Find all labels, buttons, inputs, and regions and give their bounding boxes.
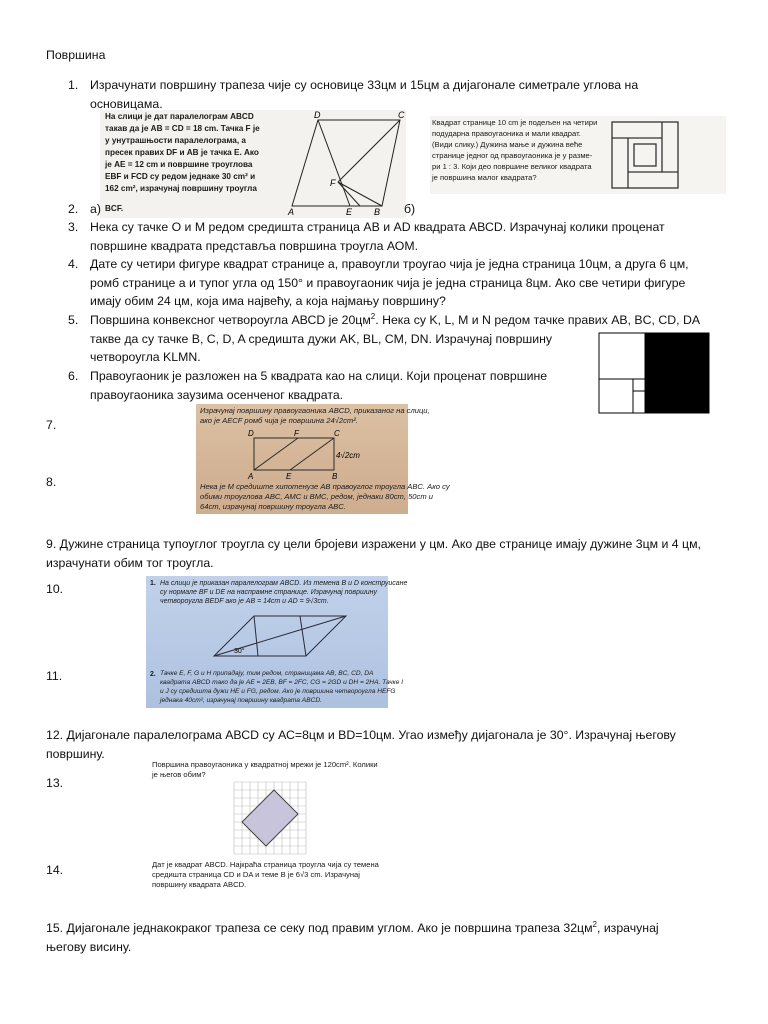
item-4-text	[90, 255, 689, 311]
text-line: 12. Дијагонале паралелограма АВСD су АС=8цм и ВD=10цм. Угао између дијагонала је 30°. Израчунај његову	[46, 728, 676, 742]
angle-label: 30°	[234, 648, 245, 655]
text-line	[46, 919, 659, 938]
text-line	[90, 311, 700, 330]
item-6-text	[90, 367, 547, 404]
figure-text-line: четвороугла BEDF ако је AB = 14cm и AD = 9√3cm.	[160, 598, 329, 605]
figure-text-line: EBF и FCD су редом једнаке 30 cm² и	[105, 172, 256, 181]
figure-text-line: Квадрат странице 10 cm је подељен на четири	[432, 118, 598, 127]
text-line: површину.	[46, 746, 105, 761]
page-title: Површина	[46, 48, 106, 62]
item-number: 1.	[68, 78, 79, 92]
item-number: 10.	[46, 582, 64, 596]
text-line: основицама.	[90, 96, 163, 111]
figure-text-line: ако је AECF ромб чија је површина 24√2cm².	[200, 416, 358, 425]
text-line: Дате су четири фигуре квадрат странице а, правоугли троугао чија је једна страница 10цм, а друга 6 цм,	[90, 257, 689, 271]
option-b-label: б)	[404, 202, 416, 216]
item-number: 11.	[46, 669, 63, 683]
side-label: 4√2cm	[336, 451, 360, 460]
figure-2a	[100, 110, 406, 218]
label-f: F	[330, 178, 336, 188]
item-number: 6.	[68, 369, 79, 383]
label-c: C	[398, 110, 405, 120]
figure-13-14	[150, 758, 382, 898]
figure-text-line: 64cm, израчунај површину троугла ABC.	[200, 502, 346, 511]
label-a: A	[248, 472, 254, 481]
label-c: C	[334, 429, 340, 438]
text-span: . Нека су K, L, M и N редом тачке правих AB, BC, CD, DA	[375, 313, 701, 327]
text-line: имају обим 24 цм, која има највећу, а која најмању површину?	[90, 294, 446, 308]
figure-7-8-photo	[196, 404, 450, 514]
rectangle-rhombus-diagram	[240, 426, 380, 480]
item-15-text	[46, 919, 659, 956]
text-line: Израчунати површину трапеза чије су основице 33цм и 15цм а дијагонале симетрале углова на	[90, 78, 639, 92]
figure-text-line: Израчунај површину правоугаоника ABCD, приказаног на слици,	[200, 406, 430, 415]
label-e: E	[286, 472, 292, 481]
figure-2b	[430, 116, 726, 194]
figure-10-11-photo	[146, 576, 408, 708]
text-line: четвороугла KLMN.	[90, 350, 201, 364]
item-number: 2.	[68, 202, 79, 216]
figure-text-line: (Види слику.) Дужина мање и дужина веће	[432, 140, 583, 149]
figure-text-line: такав да је AB = CD = 18 cm. Тачка F је	[105, 124, 260, 133]
text-line: правоугаоника заузима осенченог квадрата.	[90, 387, 344, 402]
figure-text-line: пресек правих DF и AB је тачка E. Ако	[105, 148, 259, 157]
label-d: D	[248, 429, 254, 438]
figure-text-line: квадрата ABCD тако да је AE = 2EB, BF = 2FC, CG = 2GD и DH = 2HA. Тачке I	[160, 679, 404, 686]
figure-text-line: је површина малог квадрата?	[432, 173, 537, 182]
text-line: израчунати обим тог троугла.	[46, 555, 214, 570]
figure-text-line: је његов обим?	[152, 770, 206, 779]
parallelogram-normals-diagram	[206, 606, 356, 664]
figure-number: 2.	[150, 671, 156, 678]
text-line: ромб странице а и тупог угла од 150° и правоугаоник чија је једна страница 8цм. Ако све четири фигуре	[90, 275, 686, 290]
item-1-text	[90, 76, 638, 113]
item-number: 13.	[46, 776, 64, 790]
figure-text-line: и J су средишта дужи HE и FG, редом. Ако је површина четвороугла HEFG	[160, 688, 396, 695]
label-a: A	[288, 207, 295, 217]
text-line: Нека су тачке О и М редом средишта страница АВ и АD квадрата АВСD. Израчунај колики проценат	[90, 220, 665, 234]
text-line: Правоугаоник је разложен на 5 квадрата као на слици. Који проценат површине	[90, 369, 548, 383]
option-a-label: а)	[90, 202, 101, 216]
item-number: 7.	[46, 418, 57, 432]
figure-text-line: Нека је M средиште хипотенузе AB правоуглог троугла ABC. Ако су	[200, 482, 450, 491]
text-span: , израчунај	[596, 921, 659, 935]
label-d: D	[314, 110, 321, 120]
five-squares-diagram	[598, 332, 710, 414]
grid-rectangle-diagram	[232, 780, 308, 856]
text-line: такве да су тачке B, C, D, A средишта дужи AK, BL, CM, DN. Израчунај површину	[90, 331, 553, 346]
text-span: Површина конвексног четвороугла АВСD је 20цм	[90, 313, 371, 327]
label-b: B	[332, 472, 338, 481]
figure-text-line: На слици је дат паралелограм ABCD	[105, 112, 254, 121]
figure-text-line: су нормале BF и DE на наспрамне странице. Израчунај површину	[160, 589, 378, 596]
figure-text-line: 162 cm², израчунај површину троугла	[105, 184, 257, 193]
figure-text-line: Дат је квадрат ABCD. Најкраћа страница троугла чија су темена	[152, 860, 379, 869]
figure-text-line: је AE = 12 cm и површине троуглова	[105, 160, 253, 169]
parallelogram-diagram	[280, 110, 406, 218]
figure-text-line: BCF.	[105, 204, 124, 213]
figure-text-line: обими троуглова ABC, AMC и BMC, редом, једнаки 80cm, 50cm и	[200, 492, 433, 501]
item-number: 4.	[68, 257, 79, 271]
text-line: његову висину.	[46, 939, 132, 954]
text-line: 9. Дужине страница тупоуглог троугла су цели бројеви изражени у цм. Ако две странице имају дужине 3цм и 4 цм,	[46, 537, 701, 551]
item-number: 3.	[68, 220, 79, 234]
superscript: 2	[370, 311, 376, 321]
figure-text-line: подударна правоугаоника и мали квадрат.	[432, 129, 581, 138]
label-e: E	[346, 207, 353, 217]
text-line: површине квадрата представља површина троугла АОМ.	[90, 238, 419, 253]
item-number: 14.	[46, 863, 64, 877]
figure-text-line: површину квадрата ABCD.	[152, 880, 247, 889]
figure-text-line: средишта страница CD и DA и теме B је 6√3 cm. Израчунај	[152, 870, 360, 879]
superscript: 2	[592, 919, 597, 929]
square-partition-diagram	[610, 120, 682, 190]
item-9-text	[46, 535, 701, 572]
figure-number: 1.	[150, 580, 156, 587]
label-f: F	[294, 429, 299, 438]
figure-text-line: Површина правоугаоника у квадратној мрежи је 120cm². Колики	[152, 760, 378, 769]
shaded-square	[645, 333, 709, 413]
item-number: 5.	[68, 313, 79, 327]
label-b: B	[374, 207, 381, 217]
figure-text-line: Тачке E, F, G и H припадају, тим редом, страницама AB, BC, CD, DA	[160, 670, 374, 677]
item-number: 8.	[46, 475, 57, 489]
figure-text-line: ри 1 : 3. Који део површине великог квадрата	[432, 162, 592, 171]
figure-text-line: у унутрашњости паралелограма, а	[105, 136, 246, 145]
figure-text-line: једнака 40cm², израчунај површину квадрата ABCD.	[160, 697, 322, 704]
text-span: 15. Дијагонале једнакокраког трапеза се секу под правим углом. Ако је површина трапеза 32цм	[46, 921, 593, 935]
item-3-text	[90, 218, 665, 255]
figure-text-line: На слици је приказан паралелограм ABCD. Из темена B и D конструисане	[160, 580, 408, 587]
figure-text-line: странице једног од правоугаоника је у разме-	[432, 151, 593, 160]
